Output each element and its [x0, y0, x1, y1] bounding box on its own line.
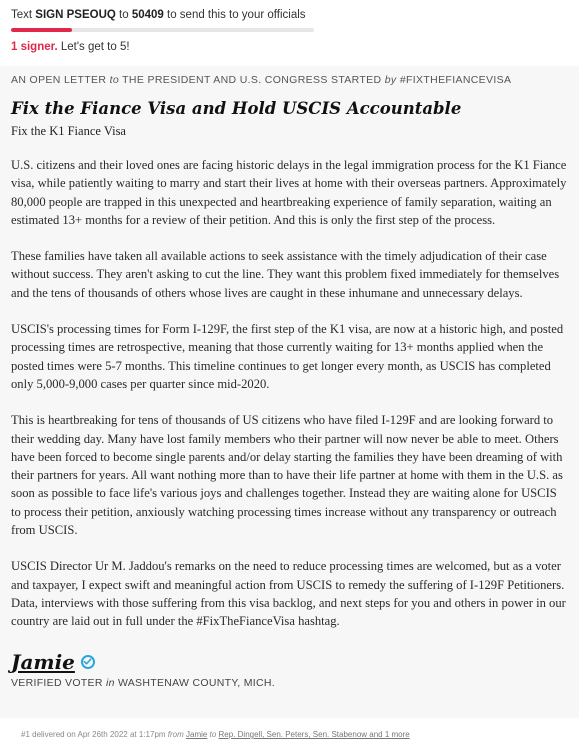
delivery-info: #1 delivered on Apr 26th 2022 at 1:17pm	[21, 730, 166, 739]
signer-count: 1 signer.	[11, 41, 58, 53]
letter-subtitle: Fix the K1 Fiance Visa	[11, 124, 126, 138]
letter-paragraph: This is heartbreaking for tens of thousands of US citizens who have filed I-129F and are looking forward to their wedding day. Many have lost family members who their partner will now never be able to meet. Others have been forced to become single parents and/or delay starting the families they have been dreaming of with their partners for years. All want nothing more than to have their life partner at home with them in the U.S. as soon as possible to face life's various joys and challenges together. Instead they are waiting alone for USCIS to process their petition, anxiously watching processing times increase without any transparency or outreach from USCIS.	[11, 413, 563, 538]
signer-count-line	[11, 40, 568, 54]
sender-link[interactable]: Jamie	[186, 730, 208, 739]
letter-paragraph: USCIS's processing times for Form I-129F, the first step of the K1 visa, are now at a historic high, and posted processing times are retrospective, meaning that those currently waiting for 13+ months applied when the posted times were 5-7 months. This timeline continues to get longer every month, as USCIS has completed only 5,000-9,000 cases per quarter since mid-2020.	[11, 322, 564, 391]
letter-kicker: AN OPEN LETTER to THE PRESIDENT AND U.S. CONGRESS STARTED by #FIXTHEFIANCEVISA	[11, 74, 512, 86]
sms-keyword: SIGN PSEOUQ	[35, 9, 116, 21]
signer-goal: Let's get to 5!	[60, 41, 130, 53]
letter-paragraph: U.S. citizens and their loved ones are facing historic delays in the legal immigration process for the K1 Fiance visa, while patiently waiting to marry and start their lives at home with their overseas partners. Approximately 80,000 people are trapped in this unexpected and heartbreaking experience of family separation, waiting an estimated 13+ months for a review of their petition. And this is only the first step of the process.	[11, 158, 567, 227]
signer-progress-fill	[11, 28, 72, 32]
text-to-sign-instructions: Text SIGN PSEOUQ to 50409 to send this to your officials	[11, 9, 306, 21]
letter-body	[11, 156, 568, 631]
sms-call-to-action-bar	[0, 0, 579, 60]
signature[interactable]: Jamie	[11, 649, 75, 674]
sms-number: 50409	[131, 9, 164, 21]
open-letter	[0, 66, 579, 718]
letter-title: Fix the Fiance Visa and Hold USCIS Accountable	[11, 99, 462, 118]
signer-progress-bar	[11, 28, 314, 32]
letter-paragraph: These families have taken all available actions to seek assistance with the timely adjudication of their case without success. They aren't asking to cut the line. They want this problem fixed immediately for themselves and the tens of thousands of others whose lives are caught in these inhumane and unnecessary delays.	[11, 249, 560, 300]
delivery-footer: #1 delivered on Apr 26th 2022 at 1:17pm from Jamie to Rep. Dingell, Sen. Peters, Sen. Stabenow and 1 more	[0, 720, 579, 750]
verified-check-icon	[81, 655, 95, 669]
letter-paragraph: USCIS Director Ur M. Jaddou's remarks on the need to reduce processing times are welcomed, but as a voter and taxpayer, I expect swift and meaningful action from USCIS to remedy the suffering of I-129F Petitioners. Data, interviews with those suffering from this visa backlog, and next steps for you and others in power in our country are laid out in full under the #FixTheFianceVisa hashtag.	[11, 559, 566, 629]
signature-row	[11, 649, 568, 675]
recipients-link[interactable]: Rep. Dingell, Sen. Peters, Sen. Stabenow and 1 more	[218, 730, 410, 739]
verified-voter-line: VERIFIED VOTER in WASHTENAW COUNTY, MICH.	[11, 676, 275, 689]
campaign-hashtag-link[interactable]: #FIXTHEFIANCEVISA	[399, 74, 512, 86]
